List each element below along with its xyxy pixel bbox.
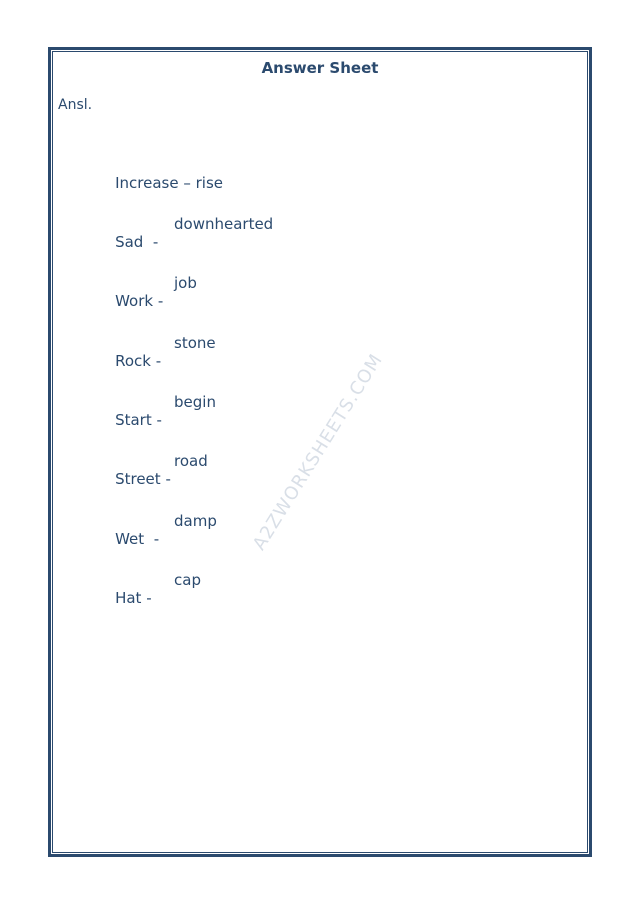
pair-synonym: road [174,452,208,470]
pair-word: Work [115,292,154,310]
pair-word: Start [115,411,152,429]
pair-row-work [96,274,197,328]
answer-label: Ansl. [58,97,93,113]
pair-separator: - [152,233,159,251]
pair-row-hat [96,571,201,625]
pair-word: Rock [115,352,151,370]
pair-synonym: cap [174,571,201,589]
pair-synonym: job [174,274,197,292]
pair-separator: - [165,470,171,488]
pair-separator: - [156,411,162,429]
page-title: Answer Sheet [261,59,379,77]
pair-separator: – [183,174,191,192]
pair-word: Sad [115,233,144,251]
pair-row-sad [96,215,274,269]
pair-row-start [96,393,216,447]
pair-row-increase [96,156,223,210]
pair-separator: - [155,352,162,370]
pair-word: Wet [115,530,145,548]
pair-word: Hat [115,589,142,607]
pair-row-rock [96,334,216,388]
pair-word: Increase [115,174,179,192]
pair-separator: - [157,292,164,310]
pair-synonym: rise [195,174,224,192]
pair-synonym: stone [174,334,216,352]
pair-word: Street [115,470,161,488]
watermark: A2ZWORKSHEETS.COM [248,349,388,555]
pair-separator: - [153,530,160,548]
pair-synonym: begin [174,393,216,411]
pair-synonym: downhearted [174,215,274,233]
pair-synonym: damp [174,512,217,530]
pair-row-street [96,452,208,506]
pair-row-wet [96,512,217,566]
pair-separator: - [146,589,152,607]
